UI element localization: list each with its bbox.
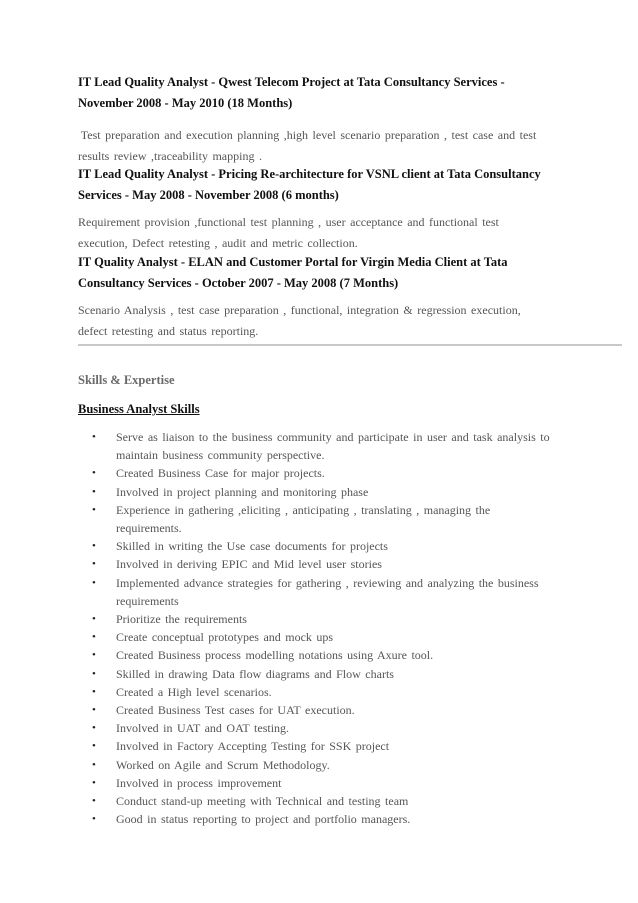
job-title <box>78 164 578 206</box>
job-title-line: IT Lead Quality Analyst - Pricing Re-architecture for VSNL client at Tata Consultancy <box>78 167 541 181</box>
skill-text: Conduct stand-up meeting with Technical and testing team <box>116 794 409 809</box>
skill-list-item <box>78 701 578 719</box>
bullet-icon: • <box>92 667 96 680</box>
skill-text: Worked on Agile and Scrum Methodology. <box>116 757 330 772</box>
job-title-line: Consultancy Services - October 2007 - May 2008 (7 Months) <box>78 276 399 290</box>
bullet-icon: • <box>92 467 96 480</box>
bullet-icon: • <box>92 503 96 516</box>
skill-list-item <box>78 501 578 537</box>
skill-text: Experience in gathering ,eliciting , anticipating , translating , managing the <box>116 502 491 517</box>
bullet-icon: • <box>92 813 96 826</box>
job-title-line: IT Quality Analyst - ELAN and Customer Portal for Virgin Media Client at Tata <box>78 255 508 269</box>
job-description-line: Requirement provision ,functional test planning , user acceptance and functional test <box>78 215 499 229</box>
bullet-icon: • <box>92 776 96 789</box>
skill-list-item <box>78 756 578 774</box>
job-description-line: Test preparation and execution planning ,high level scenario preparation , test case and test <box>78 128 537 142</box>
skill-text-continuation: requirements. <box>116 521 182 536</box>
job-description <box>78 125 578 167</box>
bullet-icon: • <box>92 722 96 735</box>
bullet-icon: • <box>92 740 96 753</box>
bullet-icon: • <box>92 704 96 717</box>
skill-list-item <box>78 483 578 501</box>
skill-text: Created Business process modelling notations using Axure tool. <box>116 648 434 663</box>
skill-text: Created Business Case for major projects. <box>116 466 325 481</box>
job-title <box>78 72 578 114</box>
skill-list-item <box>78 610 578 628</box>
skill-text: Involved in UAT and OAT testing. <box>116 721 290 736</box>
job-entry-virgin-media <box>78 252 578 342</box>
job-title-line: IT Lead Quality Analyst - Qwest Telecom Project at Tata Consultancy Services - <box>78 75 505 89</box>
job-title-line: Services - May 2008 - November 2008 (6 months) <box>78 188 339 202</box>
skill-list-item <box>78 428 578 464</box>
skill-text: Skilled in drawing Data flow diagrams and Flow charts <box>116 666 394 681</box>
skill-list-item <box>78 774 578 792</box>
job-description <box>78 212 578 254</box>
skill-text: Created Business Test cases for UAT execution. <box>116 703 355 718</box>
bullet-icon: • <box>92 649 96 662</box>
bullet-icon: • <box>92 758 96 771</box>
bullet-icon: • <box>92 540 96 553</box>
skill-text-continuation: requirements <box>116 593 179 608</box>
job-description-line: Scenario Analysis , test case preparation , functional, integration & regression execution, <box>78 303 521 317</box>
skill-text: Involved in project planning and monitoring phase <box>116 484 369 499</box>
skill-text: Serve as liaison to the business community and participate in user and task analysis to <box>116 430 550 444</box>
skill-list-item <box>78 628 578 646</box>
bullet-icon: • <box>92 485 96 498</box>
skill-list-item <box>78 646 578 664</box>
bullet-icon: • <box>92 631 96 644</box>
skill-text: Involved in process improvement <box>116 775 282 790</box>
job-description-line: execution, Defect retesting , audit and metric collection. <box>78 236 358 250</box>
skill-list-item <box>78 737 578 755</box>
skills-list <box>78 428 578 828</box>
skill-text: Involved in Factory Accepting Testing for SSK project <box>116 739 390 754</box>
bullet-icon: • <box>92 613 96 626</box>
bullet-icon: • <box>92 795 96 808</box>
section-divider <box>78 344 622 346</box>
skill-list-item <box>78 574 578 610</box>
skill-list-item <box>78 810 578 828</box>
job-entry-qwest <box>78 72 578 167</box>
skill-text: Prioritize the requirements <box>116 612 247 627</box>
job-description-line: defect retesting and status reporting. <box>78 324 259 338</box>
job-entry-vsnl <box>78 164 578 254</box>
skill-list-item <box>78 792 578 810</box>
skills-section-heading: Skills & Expertise <box>78 373 175 387</box>
bullet-icon: • <box>92 576 96 589</box>
job-title <box>78 252 578 294</box>
skill-text: Implemented advance strategies for gathering , reviewing and analyzing the business <box>116 575 539 590</box>
skill-list-item <box>78 537 578 555</box>
skill-list-item <box>78 665 578 683</box>
skill-text: Skilled in writing the Use case documents for projects <box>116 539 388 554</box>
skill-text-continuation: maintain business community perspective. <box>116 448 325 463</box>
skill-text: Create conceptual prototypes and mock ups <box>116 630 334 645</box>
bullet-icon: • <box>92 685 96 698</box>
skill-text: Good in status reporting to project and portfolio managers. <box>116 812 411 827</box>
business-analyst-skills-heading: Business Analyst Skills <box>78 402 200 416</box>
skill-text: Involved in deriving EPIC and Mid level user stories <box>116 557 382 572</box>
job-description <box>78 300 578 342</box>
skill-list-item <box>78 555 578 573</box>
skill-list-item <box>78 464 578 482</box>
bullet-icon: • <box>92 431 96 443</box>
skill-list-item <box>78 719 578 737</box>
skill-text: Created a High level scenarios. <box>116 684 272 699</box>
job-title-line: November 2008 - May 2010 (18 Months) <box>78 96 293 110</box>
skill-list-item <box>78 683 578 701</box>
bullet-icon: • <box>92 558 96 571</box>
job-description-line: results review ,traceability mapping . <box>78 149 262 163</box>
